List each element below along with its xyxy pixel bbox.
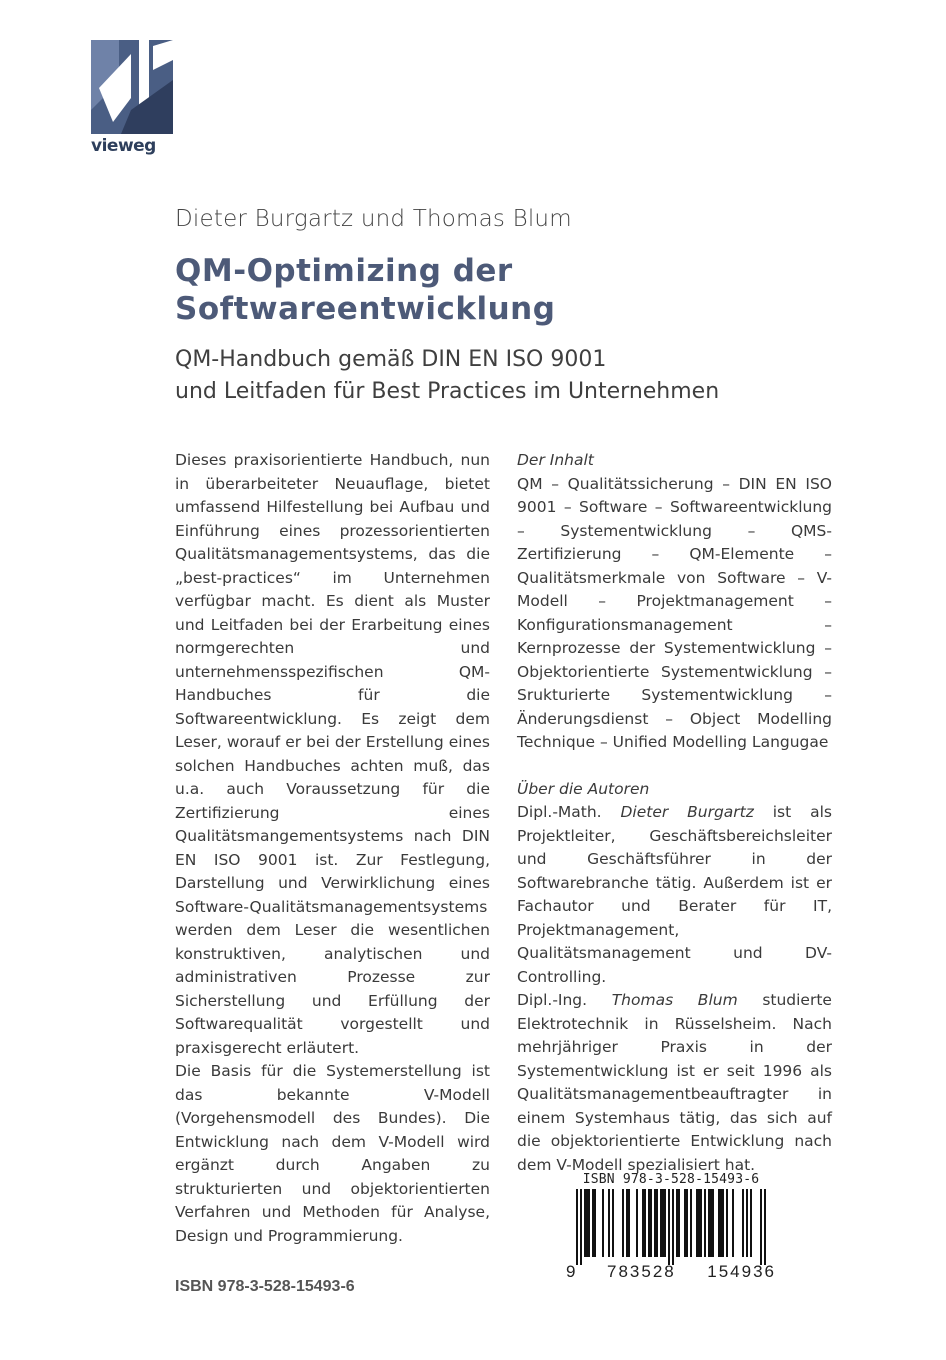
book-authors: Dieter Burgartz und Thomas Blum <box>175 206 572 232</box>
author-1-prefix: Dipl.-Math. <box>517 803 602 821</box>
barcode-bar <box>654 1189 656 1257</box>
barcode-bar <box>636 1189 638 1257</box>
barcode-bar <box>642 1189 644 1257</box>
barcode-bar <box>662 1189 664 1257</box>
barcode-bar <box>672 1189 674 1265</box>
barcode-bar <box>626 1189 628 1257</box>
barcode-bar <box>648 1189 650 1257</box>
title-line-2: Softwareentwicklung <box>175 291 556 327</box>
barcode-bar <box>718 1189 720 1257</box>
barcode-bar <box>708 1189 710 1257</box>
barcode-bar <box>750 1189 752 1257</box>
contents-heading: Der Inhalt <box>517 451 594 469</box>
description-paragraph-2: Die Basis für die Systemerstellung ist das bekannte V-Modell (Vorgehensmodell des Bundes). Die Entwicklung nach dem V-Modell wird ergänzt durch Angaben zu strukturierten und objektorientierten Verfahren und Methoden für Analyse, Design und Programmierung. <box>175 1062 490 1245</box>
barcode-bar <box>576 1189 578 1265</box>
author-2-name: Thomas Blum <box>611 991 738 1009</box>
barcode-bar <box>584 1189 586 1257</box>
barcode <box>564 1172 778 1282</box>
barcode-bar <box>588 1189 590 1257</box>
barcode-bar <box>622 1189 624 1257</box>
barcode-bar <box>602 1189 604 1257</box>
barcode-bar <box>696 1189 698 1257</box>
barcode-bar <box>660 1189 662 1257</box>
about-authors-heading: Über die Autoren <box>517 779 650 798</box>
barcode-bars <box>564 1189 778 1265</box>
barcode-bar <box>746 1189 748 1257</box>
contents-text: QM – Qualitätssicherung – DIN EN ISO 9001 – Software – Softwareentwicklung – Systementwicklung – QMS-Zertifizierung – QM-Elemente – Qualitätsmerkmale von Software – V-Modell – Projektmanagement – Konfigurationsmanagement – Kernprozesse der Systementwicklung – Objektorientierte Systementwicklung – Srukturierte Systementwicklung – Änderungsdienst – Object Modelling Technique – Unified Modelling Langugae <box>517 474 832 751</box>
barcode-bar <box>592 1189 594 1257</box>
barcode-bar <box>656 1189 658 1257</box>
subtitle-line-1: QM-Handbuch gemäß DIN EN ISO 9001 <box>175 347 607 372</box>
barcode-bar <box>608 1189 610 1257</box>
barcode-bar <box>612 1189 614 1257</box>
barcode-isbn-label: ISBN 978-3-528-15493-6 <box>582 1172 760 1187</box>
barcode-digits <box>564 1262 778 1282</box>
barcode-bar <box>710 1189 712 1257</box>
barcode-bar <box>760 1189 762 1265</box>
barcode-bar <box>586 1189 588 1257</box>
barcode-bar <box>732 1189 734 1257</box>
barcode-bar <box>698 1189 700 1257</box>
barcode-digits-left: 783528 <box>607 1262 676 1281</box>
barcode-bar <box>690 1189 692 1257</box>
description-column <box>175 449 490 1248</box>
barcode-bar <box>726 1189 728 1257</box>
barcode-bar <box>686 1189 688 1257</box>
barcode-bar <box>676 1189 678 1257</box>
barcode-bar <box>700 1189 702 1257</box>
author-2-text: studierte Elektrotechnik in Rüsselsheim. Nach mehrjähriger Praxis in der Systementwicklung ist er seit 1996 als Qualitätsmanagementbeauftragter in einem Systemhaus tätig, das sich auf die objektorientierte Entwicklung nach dem V-Modell spezialisiert hat. <box>517 991 832 1174</box>
barcode-bar <box>628 1189 630 1257</box>
author-2-bio <box>517 989 832 1177</box>
title-line-1: QM-Optimizing der <box>175 253 513 289</box>
barcode-bar <box>664 1189 666 1257</box>
barcode-bar <box>594 1189 596 1257</box>
isbn-bottom: ISBN 978-3-528-15493-6 <box>175 1278 355 1295</box>
vieweg-logo-icon <box>91 40 173 134</box>
barcode-bar <box>668 1189 670 1265</box>
barcode-bar <box>720 1189 722 1257</box>
publisher-name: vieweg <box>91 136 156 156</box>
author-1-bio <box>517 801 832 989</box>
author-1-name: Dieter Burgartz <box>620 803 754 821</box>
barcode-bar <box>722 1189 724 1257</box>
barcode-bar <box>712 1189 714 1257</box>
book-title <box>175 252 555 328</box>
barcode-bar <box>678 1189 680 1257</box>
book-subtitle <box>175 344 719 408</box>
barcode-bar <box>684 1189 686 1257</box>
description-paragraph-1: Dieses praxisorientierte Handbuch, nun in überarbeiteter Neuauflage, bietet umfassend Hilfestellung bei Aufbau und Einführung eines prozessorientierten Qualitätsmanagementsystems, das die „best-practices“ im Unternehmen verfügbar macht. Es dient als Muster und Leitfaden bei der Erarbeitung eines normgerechten und unternehmensspezifischen QM-Handbuches für die Softwareentwicklung. Es zeigt dem Leser, worauf er bei der Erstellung eines solchen Handbuches achten muß, das u.a. auch Voraussetzung für die Zertifizierung eines Qualitätsmangementsystems nach DIN EN ISO 9001 ist. Zur Festlegung, Darstellung und Verwirklichung eines Software-Qualitätsmanagementsystems werden dem Leser die wesentlichen konstruktiven, analytischen und administrativen Prozesse zur Sicherstellung und Erfüllung der Softwarequalität vorgestellt und praxisgerecht erläutert. <box>175 451 490 1057</box>
info-column <box>517 449 832 1177</box>
barcode-bar <box>742 1189 744 1257</box>
section-spacer <box>517 755 832 778</box>
subtitle-line-2: und Leitfaden für Best Practices im Unternehmen <box>175 379 720 404</box>
barcode-bar <box>644 1189 646 1257</box>
publisher-logo <box>91 40 173 156</box>
barcode-bar <box>580 1189 582 1265</box>
barcode-digit-first: 9 <box>566 1262 576 1281</box>
author-1-text: ist als Projektleiter, Geschäftsbereichsleiter und Geschäftsführer in der Softwarebranche tätig. Außerdem ist er Fachautor und Berater für IT, Projektmanagement, Qualitätsmanagement und DV-Controlling. <box>517 803 832 986</box>
barcode-bar <box>704 1189 706 1257</box>
barcode-bar <box>650 1189 652 1257</box>
barcode-digits-right: 154936 <box>707 1262 776 1281</box>
barcode-bar <box>764 1189 766 1265</box>
author-2-prefix: Dipl.-Ing. <box>517 991 588 1009</box>
